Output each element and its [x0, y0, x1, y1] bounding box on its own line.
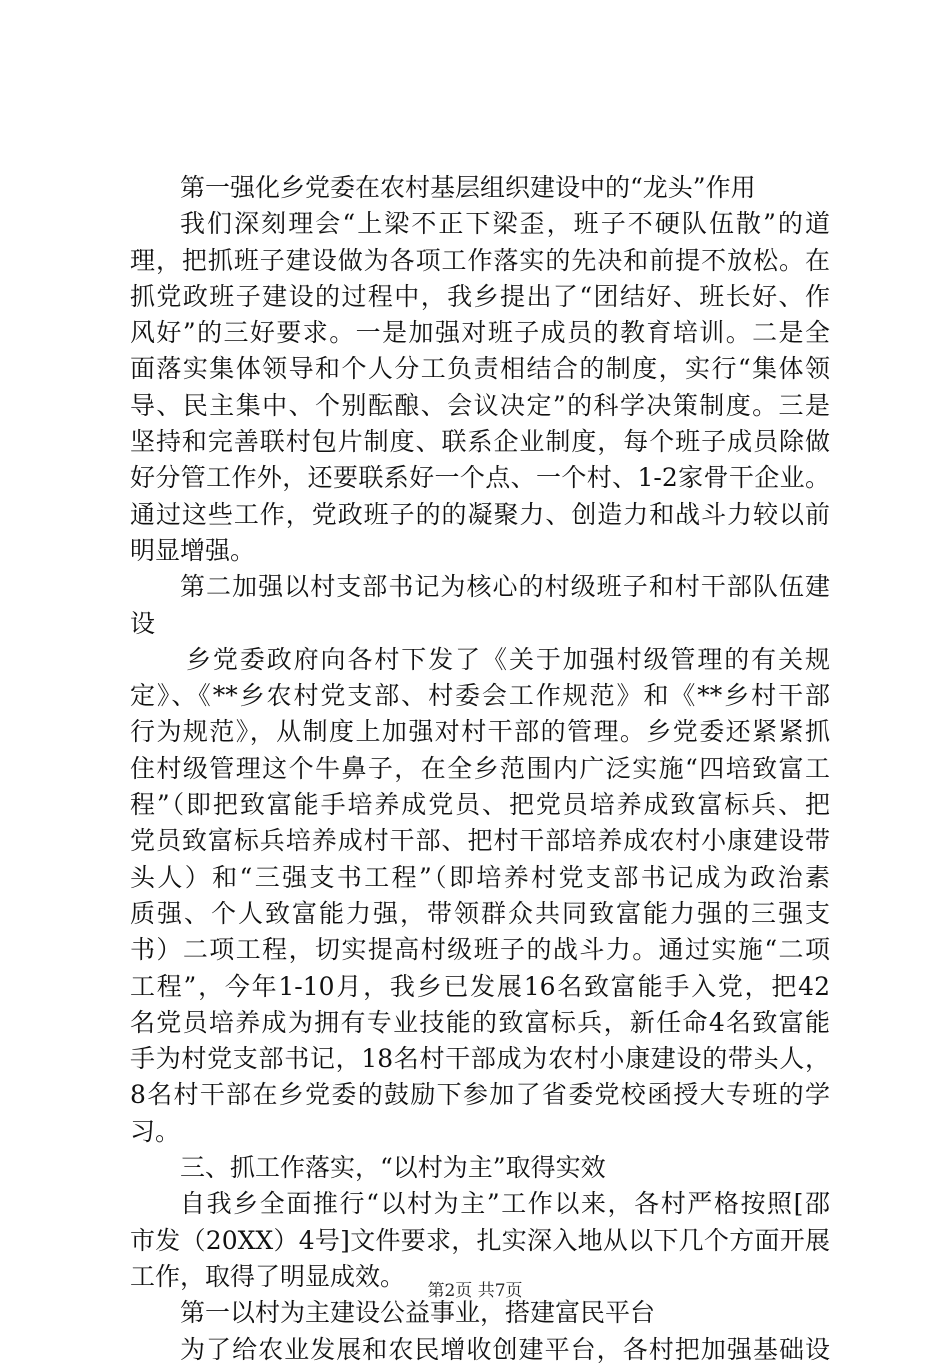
page-number-footer: 第2页 共7页 [427, 1281, 523, 1301]
text-line: 我们深刻理会“上梁不正下梁歪，班子不硬队伍散”的道 [180, 209, 830, 239]
text-line: 风好”的三好要求。一是加强对班子成员的教育培训。二是全 [130, 318, 830, 348]
text-line: 为了给农业发展和农民增收创建平台，各村把加强基础设 [180, 1334, 830, 1364]
text-line: 明显增强。 [130, 535, 256, 565]
text-line: 质强、个人致富能力强，带领群众共同致富能力强的三强支 [130, 898, 830, 928]
text-line: 抓党政班子建设的过程中，我乡提出了“团结好、班长好、作 [130, 281, 830, 311]
text-line: 8名村干部在乡党委的鼓励下参加了省委党校函授大专班的学 [130, 1080, 830, 1110]
text-line: 手为村党支部书记，18名村干部成为农村小康建设的带头人， [130, 1044, 830, 1074]
section-heading: 第二加强以村支部书记为核心的村级班子和村干部队伍建 [180, 572, 830, 602]
text-line: 行为规范》，从制度上加强对村干部的管理。乡党委还紧紧抓 [130, 717, 830, 747]
text-line: 党员致富标兵培养成村干部、把村干部培养成农村小康建设带 [130, 826, 830, 856]
document-body [130, 170, 830, 1368]
section-heading: 第一以村为主建设公益事业，搭建富民平台 [180, 1298, 656, 1328]
text-line: 面落实集体领导和个人分工负责相结合的制度，实行“集体领 [130, 354, 830, 384]
section-heading: 三、抓工作落实，“以村为主”取得实效 [180, 1153, 606, 1183]
text-line: 定》、《**乡农村党支部、村委会工作规范》和《**乡村干部 [130, 681, 830, 711]
text-line: 通过这些工作，党政班子的的凝聚力、创造力和战斗力较以前 [130, 499, 830, 529]
text-line: 坚持和完善联村包片制度、联系企业制度，每个班子成员除做 [130, 427, 830, 457]
section-heading: 设 [130, 608, 156, 638]
section-heading: 第一强化乡党委在农村基层组织建设中的“龙头”作用 [180, 173, 756, 202]
text-line: 好分管工作外，还要联系好一个点、一个村、1-2家骨干企业。 [130, 463, 830, 493]
text-line: 自我乡全面推行“以村为主”工作以来，各村严格按照[邵 [180, 1189, 830, 1219]
text-line: 住村级管理这个牛鼻子，在全乡范围内广泛实施“四培致富工 [130, 753, 830, 783]
text-line: 理，把抓班子建设做为各项工作落实的先决和前提不放松。在 [130, 245, 830, 275]
text-line: 书）二项工程，切实提高村级班子的战斗力。通过实施“二项 [130, 935, 830, 965]
text-line: 市发（20XX）4号]文件要求，扎实深入地从以下几个方面开展 [130, 1225, 830, 1255]
text-line: 工作，取得了明显成效。 [130, 1261, 406, 1291]
text-line: 名党员培养成为拥有专业技能的致富标兵，新任命4名致富能 [130, 1007, 830, 1037]
text-line: 头人）和“三强支书工程”（即培养村党支部书记成为政治素 [130, 862, 830, 892]
text-line: 习。 [130, 1116, 181, 1146]
text-line: 程”（即把致富能手培养成党员、把党员培养成致富标兵、把 [130, 790, 830, 820]
text-line: 乡党委政府向各村下发了《关于加强村级管理的有关规 [186, 644, 830, 674]
text-line: 导、民主集中、个别酝酿、会议决定”的科学决策制度。三是 [130, 390, 830, 420]
text-line: 工程”，今年1-10月，我乡已发展16名致富能手入党，把42 [130, 971, 830, 1001]
